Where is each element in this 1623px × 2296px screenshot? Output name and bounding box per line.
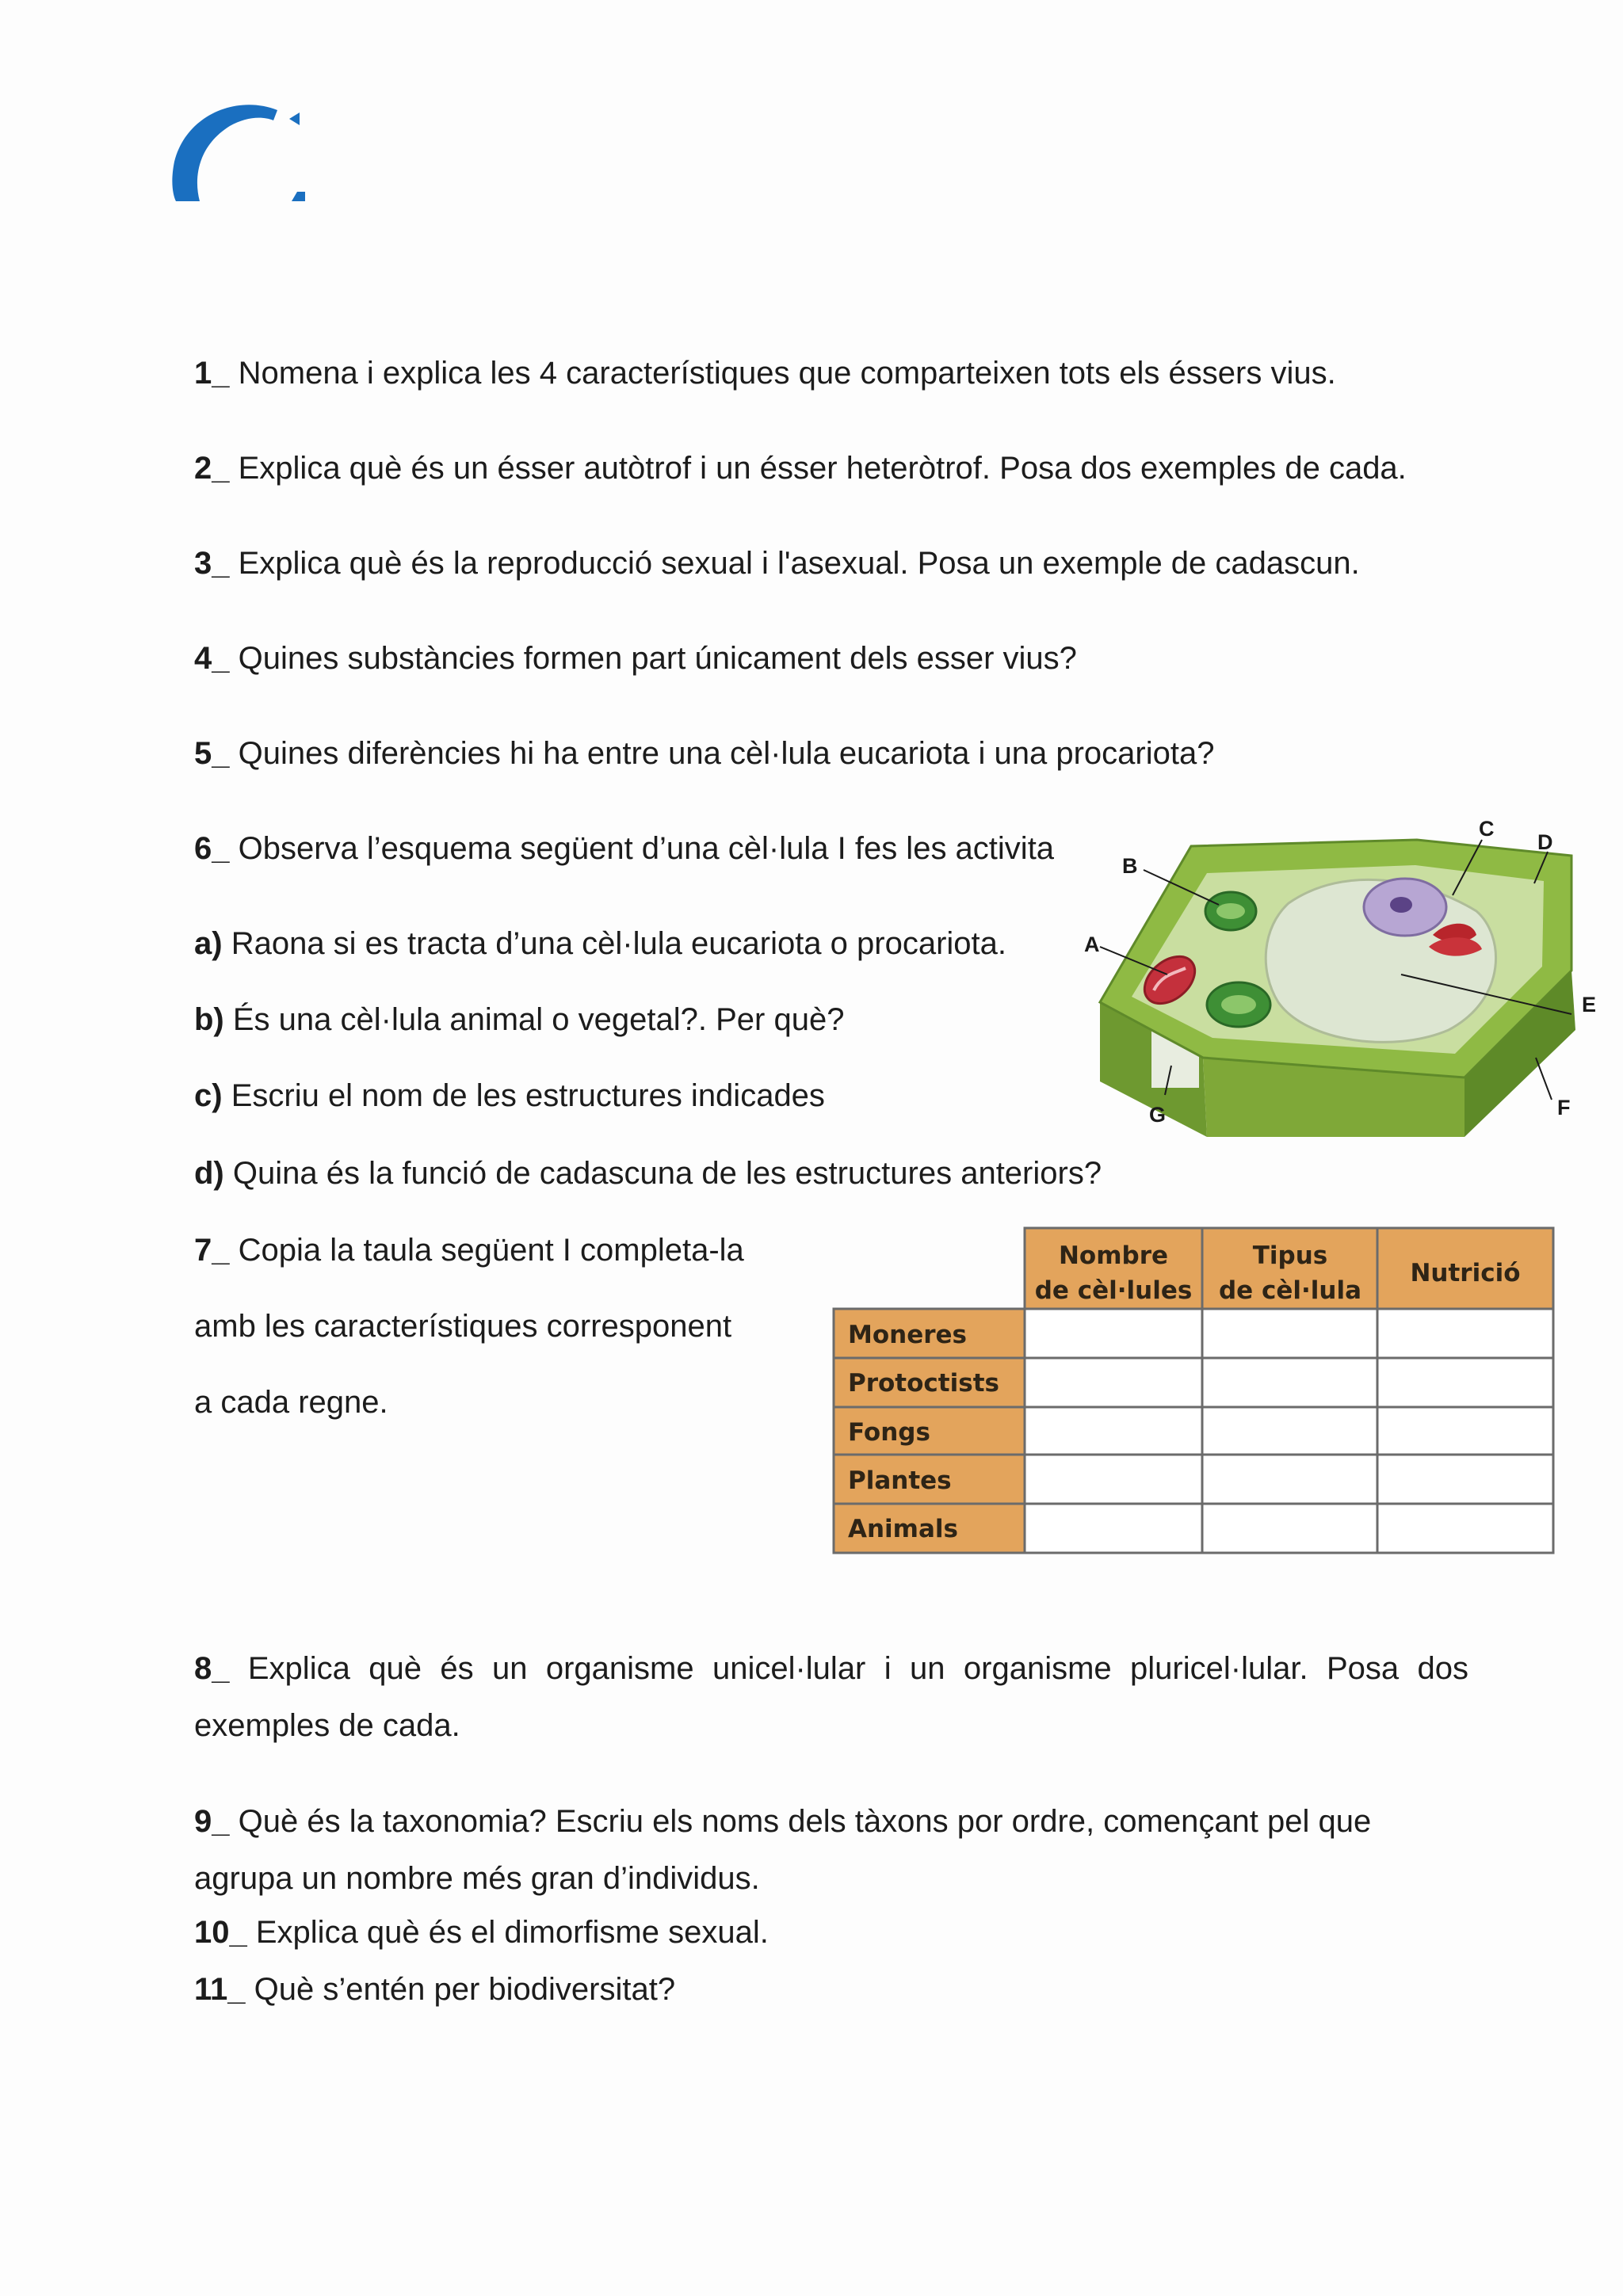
row-animals: Animals	[848, 1515, 958, 1543]
header-nutricio: Nutrició	[1410, 1259, 1521, 1287]
label-c: C	[1479, 817, 1495, 841]
row-protoctists: Protoctists	[848, 1369, 999, 1398]
question-7-line2: amb les característiques corresponent	[194, 1309, 732, 1344]
label-g: G	[1149, 1103, 1167, 1127]
question-6c: c) Escriu el nom de les estructures indicades	[194, 1078, 825, 1113]
kingdoms-table	[832, 1226, 1555, 1554]
question-7: 7_ Copia la taula següent I completa-la	[194, 1233, 744, 1268]
header-nombre-line2: de cèl·lules	[1034, 1276, 1193, 1305]
question-9: 9_ Què és la taxonomia? Escriu els noms dels tàxons por ordre, començant pel que agrupa un nombre més gran d’individus.	[194, 1804, 1372, 1896]
label-e: E	[1582, 993, 1597, 1016]
question-11: 11_ Què s’entén per biodiversitat?	[194, 1972, 676, 2007]
question-1: 1_ Nomena i explica les 4 característiques que comparteixen tots els éssers vius.	[194, 356, 1336, 391]
plant-cell-diagram	[1076, 816, 1623, 1149]
question-6: 6_ Observa l’esquema següent d’una cèl·lula I fes les activita	[194, 831, 1055, 866]
question-4: 4_ Quines substàncies formen part únicament dels esser vius?	[194, 641, 1077, 676]
question-10: 10_ Explica què és el dimorfisme sexual.	[194, 1915, 769, 1950]
logo-icon	[166, 98, 309, 209]
question-2: 2_ Explica què és un ésser autòtrof i un ésser heteròtrof. Posa dos exemples de cada.	[194, 451, 1407, 486]
label-f: F	[1557, 1096, 1571, 1119]
question-3: 3_ Explica què és la reproducció sexual i l'asexual. Posa un exemple de cadascun.	[194, 546, 1360, 581]
label-a: A	[1084, 933, 1100, 956]
header-tipus-line2: de cèl·lula	[1218, 1276, 1362, 1305]
question-6a: a) Raona si es tracta d’una cèl·lula eucariota o procariota.	[194, 926, 1007, 961]
question-8: 8_ Explica què és un organisme unicel·lular i un organisme pluricel·lular. Posa dos exemples de cada.	[194, 1651, 1468, 1743]
question-6b: b) És una cèl·lula animal o vegetal?. Per què?	[194, 1002, 845, 1037]
row-moneres: Moneres	[848, 1321, 968, 1349]
label-b: B	[1122, 854, 1138, 878]
question-5: 5_ Quines diferències hi ha entre una cèl·lula eucariota i una procariota?	[194, 736, 1215, 771]
row-plantes: Plantes	[848, 1466, 952, 1495]
question-6d: d) Quina és la funció de cadascuna de les estructures anteriors?	[194, 1156, 1102, 1191]
label-d: D	[1537, 830, 1553, 854]
row-fongs: Fongs	[848, 1418, 930, 1447]
header-nombre-line1: Nombre	[1058, 1241, 1169, 1270]
header-tipus-line1: Tipus	[1252, 1241, 1328, 1270]
question-7-line3: a cada regne.	[194, 1385, 388, 1420]
